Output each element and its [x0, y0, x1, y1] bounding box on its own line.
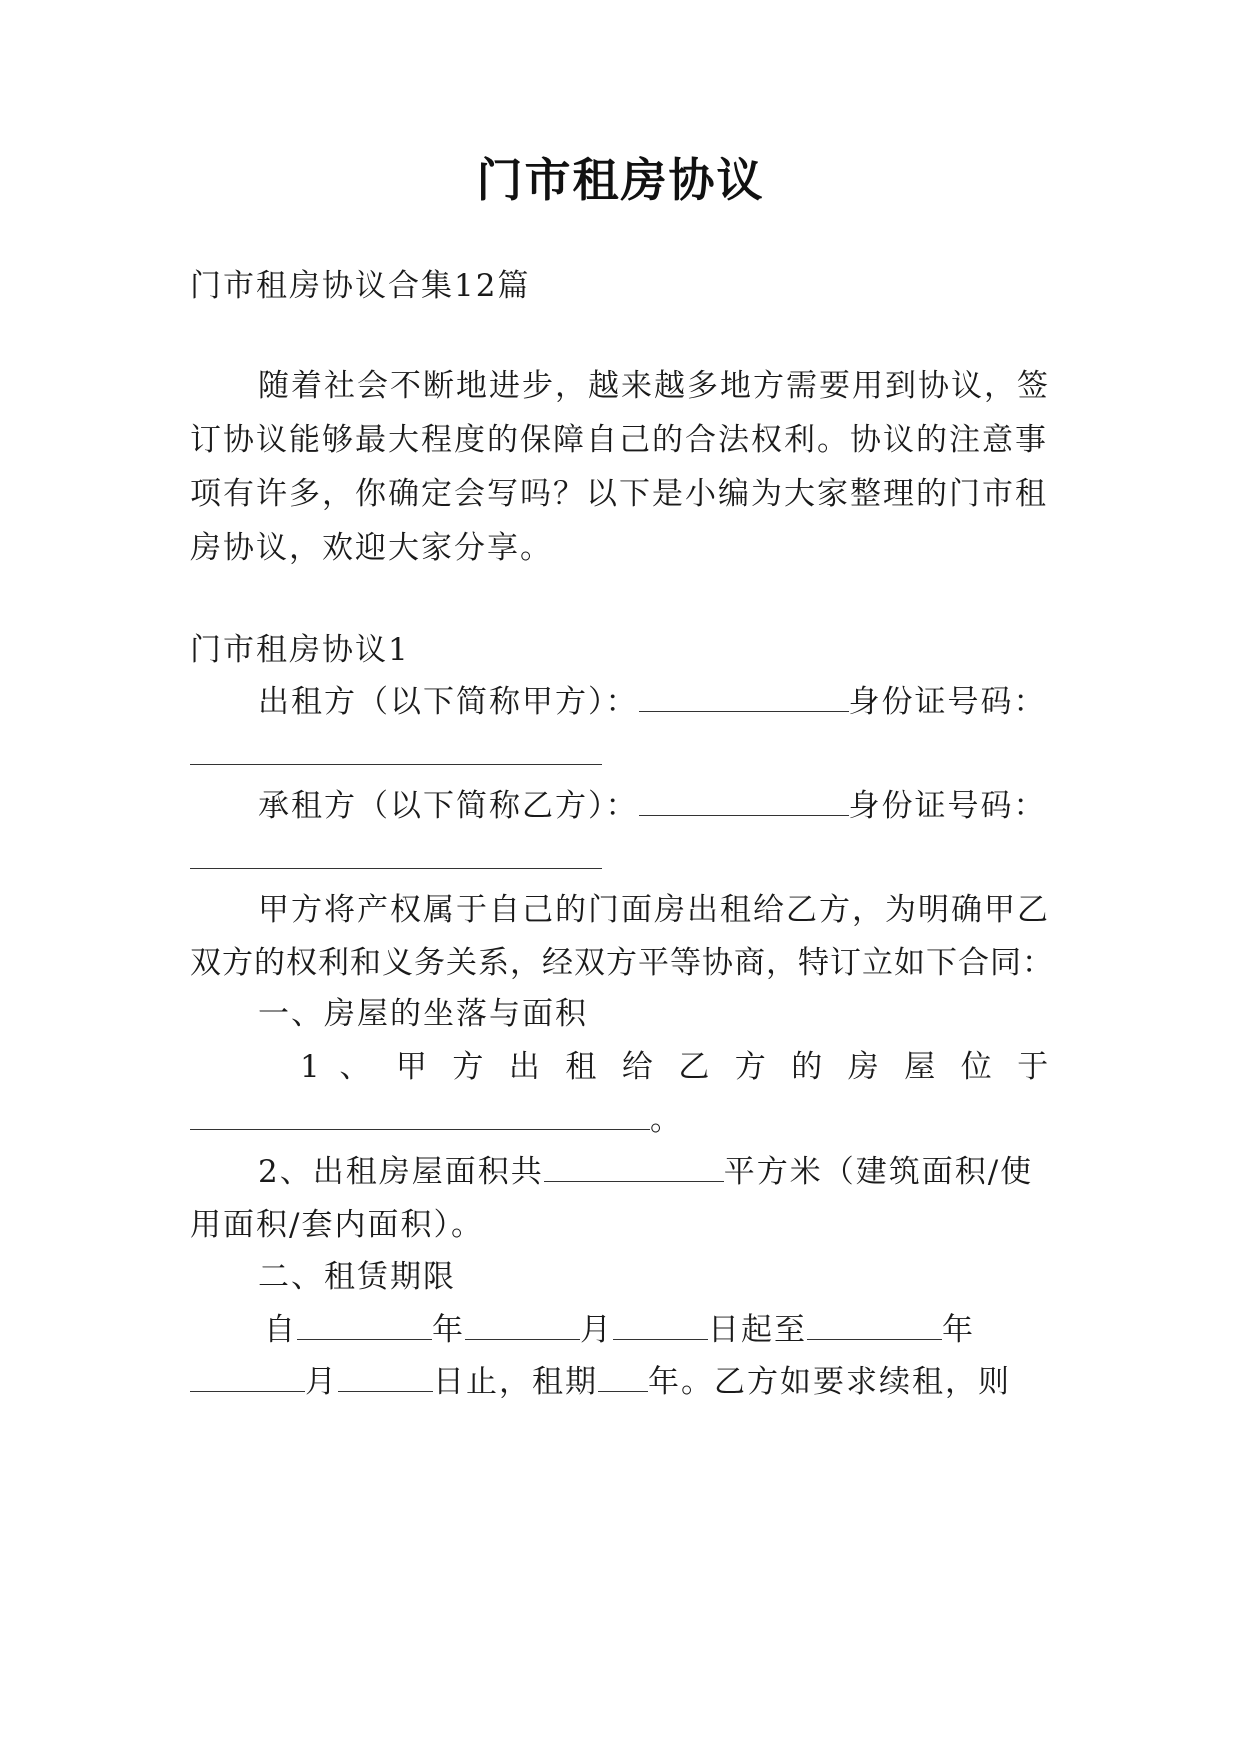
clause-1-1-char: 方 — [734, 1049, 774, 1085]
clause-1-1-char: 于 — [1017, 1049, 1051, 1085]
clause-1-1-char: 甲 — [395, 1049, 435, 1085]
start-month-blank — [465, 1313, 580, 1340]
intro-line-1: 随着社会不断地进步，越来越多地方需要用到协议，签 — [258, 368, 1050, 404]
location-line — [190, 1100, 1050, 1140]
clause-1-1-char: 屋 — [904, 1049, 944, 1085]
clause-1-2-text-b: 平方米（建筑面积/使 — [723, 1154, 1034, 1190]
document-title: 门市租房协议 — [476, 153, 765, 207]
end-year-blank — [807, 1313, 942, 1340]
agreement-heading: 门市租房协议1 — [190, 632, 410, 668]
term-line-1 — [264, 1310, 1064, 1350]
lessee-line — [258, 786, 1058, 826]
purpose-line-1: 甲方将产权属于自己的门面房出租给乙方，为明确甲乙 — [258, 892, 1050, 928]
term-day-until: 日止，租期 — [433, 1364, 598, 1400]
clause-1-1-char: 出 — [508, 1049, 548, 1085]
intro-line-3: 项有许多，你确定会写吗？以下是小编为大家整理的门市租 — [190, 476, 1048, 512]
clause-1-1-char: 乙 — [678, 1049, 718, 1085]
term-day-from: 日起至 — [708, 1312, 807, 1348]
lessee-id-label: 身份证号码： — [848, 788, 1047, 824]
lessee-name-blank — [639, 789, 849, 816]
start-year-blank — [297, 1313, 432, 1340]
intro-line-4: 房协议，欢迎大家分享。 — [190, 530, 553, 566]
lessor-id-blank — [190, 738, 602, 765]
term-line-2 — [190, 1362, 1060, 1402]
clause-1-1-char: 房 — [847, 1049, 887, 1085]
clause-1-1-char: 位 — [960, 1049, 1000, 1085]
collection-heading: 门市租房协议合集12篇 — [190, 268, 531, 304]
location-blank — [190, 1103, 650, 1130]
start-day-blank — [613, 1313, 708, 1340]
term-year-2: 年 — [942, 1312, 975, 1348]
section1-heading: 一、房屋的坐落与面积 — [258, 996, 588, 1032]
clause-1-2-line-2: 用面积/套内面积）。 — [190, 1207, 484, 1243]
term-from: 自 — [264, 1312, 297, 1348]
term-month: 月 — [580, 1312, 613, 1348]
lessee-label: 承租方（以下简称乙方）： — [258, 788, 639, 824]
term-years-blank — [598, 1365, 648, 1392]
clause-1-1-char: 给 — [621, 1049, 661, 1085]
area-blank — [544, 1155, 724, 1182]
term-year-suffix: 年。乙方如要求续租，则 — [648, 1364, 1011, 1400]
clause-1-1-char: 租 — [565, 1049, 605, 1085]
end-day-blank — [338, 1365, 433, 1392]
lessee-id-line — [190, 839, 1050, 879]
period-mark: 。 — [650, 1102, 683, 1138]
lessor-line — [258, 682, 1058, 722]
lessor-label: 出租方（以下简称甲方）： — [258, 684, 639, 720]
lessor-name-blank — [639, 685, 849, 712]
clause-1-1-line — [300, 1047, 1050, 1087]
term-month-2: 月 — [305, 1364, 338, 1400]
clause-1-2-text-a: 2、出租房屋面积共 — [258, 1154, 544, 1190]
section2-heading: 二、租赁期限 — [258, 1259, 456, 1295]
purpose-line-2: 双方的权利和义务关系，经双方平等协商，特订立如下合同： — [190, 945, 1054, 981]
end-month-blank — [190, 1365, 305, 1392]
clause-1-1-char: 1 — [300, 1049, 322, 1085]
clause-1-1-char: 的 — [791, 1049, 831, 1085]
term-year: 年 — [432, 1312, 465, 1348]
clause-1-1-char: 、 — [339, 1049, 379, 1085]
lessor-id-line — [190, 735, 1050, 775]
lessee-id-blank — [190, 842, 602, 869]
lessor-id-label: 身份证号码： — [848, 684, 1047, 720]
clause-1-1-char: 方 — [452, 1049, 492, 1085]
clause-1-2-line — [258, 1152, 1048, 1192]
intro-line-2: 订协议能够最大程度的保障自己的合法权利。协议的注意事 — [190, 422, 1048, 458]
